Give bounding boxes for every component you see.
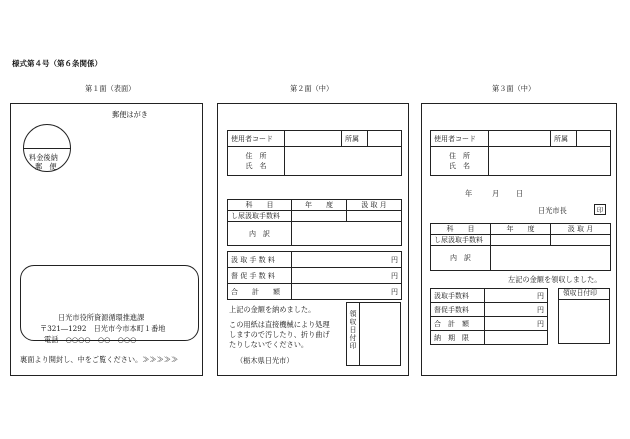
p3-amount-row-2: 督促手数料: [431, 303, 485, 317]
p3-date-year: 年: [465, 189, 473, 198]
p2-user-table: [227, 130, 402, 176]
p3-yen-2: 円: [485, 303, 548, 317]
p3-breakdown-value: [491, 246, 611, 271]
p3-date-day: 日: [516, 189, 524, 198]
p3-affiliation-value: [577, 131, 611, 147]
address-phone: 電話 ○○○○―○○―○○○: [44, 335, 137, 344]
p3-date-month: 月: [492, 189, 500, 198]
p3-due-date-value: [485, 331, 548, 345]
p2-fee-month-value: [347, 211, 402, 222]
p2-amount-row-1: 汲 取 手 数 料: [228, 252, 292, 268]
p2-breakdown-label: 内 訳: [228, 222, 292, 246]
p3-stamp-label: 領収日付印: [563, 289, 597, 297]
p2-name-label: 氏 名: [245, 162, 267, 170]
p3-fee-year-value: [491, 235, 551, 246]
p2-notice-2: しますので汚したり、折り曲げ: [229, 330, 330, 339]
p2-address-name-value: [285, 147, 402, 176]
postage-divider: [23, 148, 71, 149]
p3-user-table: [430, 130, 611, 176]
p3-address-label: 住 所: [449, 151, 470, 160]
p3-yen-1: 円: [485, 289, 548, 303]
p3-col-subject: 科 目: [431, 224, 491, 235]
p3-received-statement: 左記の金額を領収しました。: [508, 275, 602, 284]
panel2-caption: 第２面（中）: [290, 84, 334, 93]
p3-fee-table: [430, 223, 611, 271]
p2-affiliation-value: [368, 131, 402, 147]
p3-col-fiscal-year: 年 度: [491, 224, 551, 235]
p2-amount-row-3: 合 計 額: [228, 284, 292, 300]
postage-line-1: 料金後納: [29, 153, 58, 162]
p2-address-name-labels: [228, 147, 285, 176]
p3-breakdown-label: 内 訳: [431, 246, 491, 271]
p2-fee-table: [227, 199, 402, 246]
p3-mayor: 日光市長: [538, 206, 567, 215]
p3-amount-table: [430, 288, 548, 345]
p2-affiliation-label: 所属: [342, 131, 368, 147]
p3-seal: 印: [594, 204, 606, 215]
p2-col-fiscal-year: 年 度: [292, 200, 347, 211]
p2-notice-1: この用紙は直接機械により処理: [229, 320, 330, 329]
p2-yen-1: 円: [292, 252, 402, 268]
p2-fee-year-value: [292, 211, 347, 222]
p2-amount-row-2: 督 促 手 数 料: [228, 268, 292, 284]
p2-user-code-label: 使用者コード: [228, 131, 285, 147]
p2-yen-2: 円: [292, 268, 402, 284]
postage-line-2: 郵 便: [35, 162, 57, 171]
p3-address-name-value: [489, 147, 611, 176]
p2-breakdown-value: [292, 222, 402, 246]
p3-fee-month-value: [551, 235, 611, 246]
form-title: 様式第４号（第６条関係）: [12, 59, 102, 68]
p2-issuer: （栃木県日光市）: [236, 356, 294, 365]
p3-amount-row-1: 汲取手数料: [431, 289, 485, 303]
p2-col-subject: 科 目: [228, 200, 292, 211]
p2-yen-3: 円: [292, 284, 402, 300]
front-footer-note: 裏面より開封し、中をご覧ください。≫≫≫≫≫: [20, 355, 179, 364]
p2-col-month: 汲 取 月: [347, 200, 402, 211]
p2-user-code-value: [285, 131, 342, 147]
postcard-label: 郵便はがき: [112, 110, 148, 119]
p3-user-code-value: [489, 131, 551, 147]
p2-stamp-label: 領収日付印: [349, 310, 357, 350]
p3-yen-3: 円: [485, 317, 548, 331]
p2-notice-3: たりしないでください。: [229, 340, 309, 349]
p3-fee-item: し尿汲取手数料: [431, 235, 491, 246]
p2-stamp-divider: [359, 302, 360, 366]
p3-amount-row-3: 合 計 額: [431, 317, 485, 331]
p3-amount-row-4: 納 期 限: [431, 331, 485, 345]
p2-amount-table: [227, 251, 402, 300]
panel1-caption: 第１面（表面）: [85, 84, 136, 93]
address-org: 日光市役所資源循環推進課: [58, 313, 145, 322]
p3-stamp-divider: [558, 299, 610, 300]
p2-address-label: 住 所: [245, 151, 267, 160]
p3-col-month: 汲 取 月: [551, 224, 611, 235]
address-line: 〒321―1292 日光市今市本町１番地: [40, 324, 166, 333]
p2-paid-statement: 上記の金額を納めました。: [229, 305, 316, 314]
p2-fee-item: し尿汲取手数料: [228, 211, 292, 222]
p3-address-name-labels: [431, 147, 489, 176]
p3-affiliation-label: 所属: [551, 131, 577, 147]
p3-name-label: 氏 名: [449, 162, 470, 170]
p3-user-code-label: 使用者コード: [431, 131, 489, 147]
panel3-caption: 第３面（中）: [492, 84, 536, 93]
